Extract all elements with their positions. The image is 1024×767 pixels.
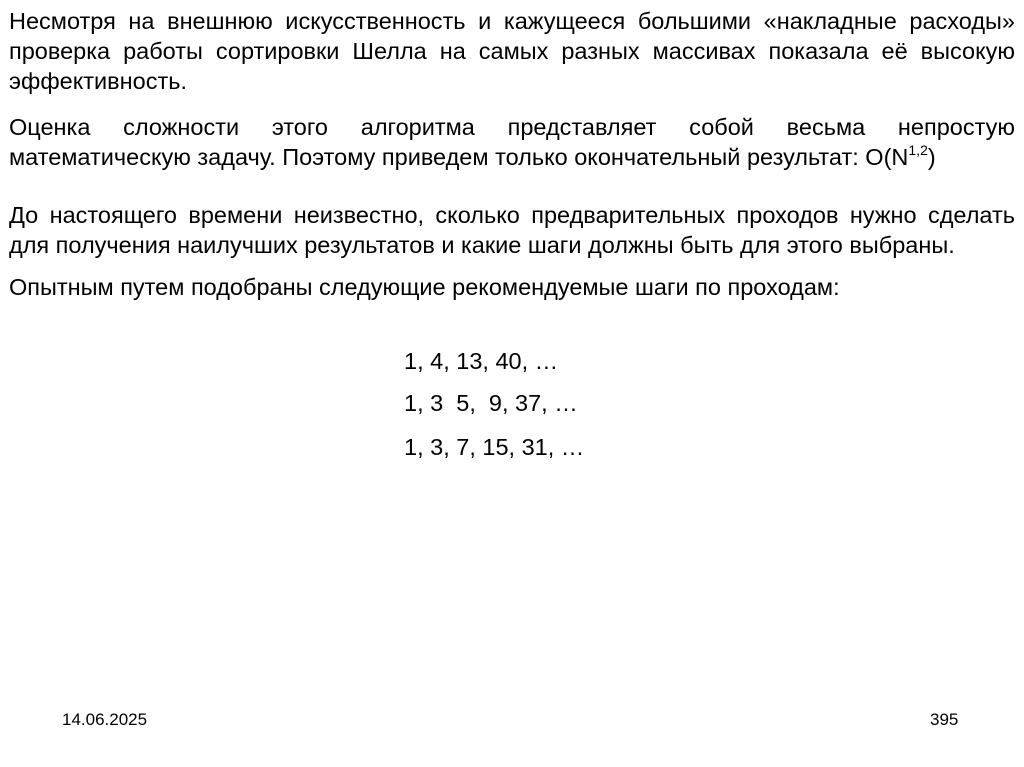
- step-sequence-2: 1, 3 5, 9, 37, …: [404, 390, 578, 416]
- step-sequences: [404, 346, 584, 462]
- complexity-close-paren: ): [927, 144, 936, 170]
- paragraph-unknown-passes: До настоящего времени неизвестно, сколько предварительных проходов нужно сделать для получения наилучших результатов и какие шаги должны быть для этого выбраны.: [9, 202, 1015, 258]
- step-sequence-1: 1, 4, 13, 40, …: [404, 348, 559, 374]
- paragraph-complexity: [9, 112, 1015, 172]
- step-sequence-3: 1, 3, 7, 15, 31, …: [404, 434, 585, 460]
- page-number: 395: [930, 710, 959, 729]
- footer-date: 14.06.2025: [62, 710, 148, 729]
- slide-body: [9, 6, 1015, 302]
- paragraph-performance: Несмотря на внешнюю искусственность и кажущееся большими «накладные расходы» проверка работы сортировки Шелла на самых разных массивах показала её высокую эффективность.: [9, 8, 1015, 94]
- complexity-exponent: 1,2: [908, 142, 928, 158]
- complexity-text: Оценка сложности этого алгоритма представляет собой весьма непростую математическую задачу. Поэтому приведем только окончательный результат: O(N: [9, 114, 1015, 170]
- paragraph-recommended-steps: Опытным путем подобраны следующие рекомендуемые шаги по проходам:: [9, 274, 840, 300]
